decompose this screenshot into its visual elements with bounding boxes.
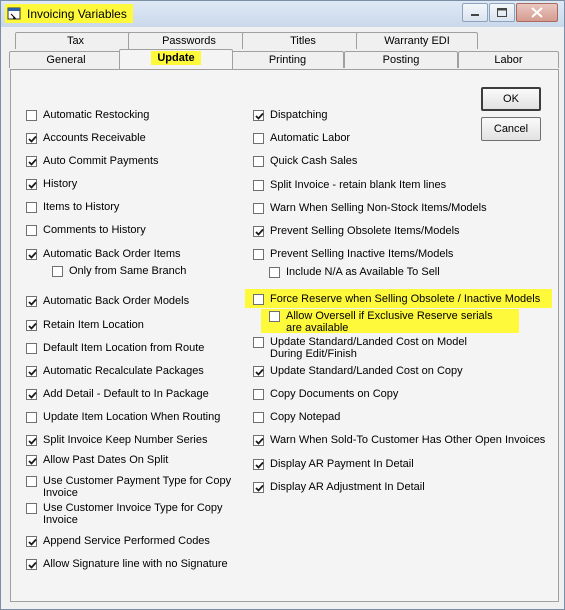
checkmark-icon <box>254 227 265 238</box>
tab-label: Posting <box>382 54 420 66</box>
checkbox[interactable] <box>253 482 264 493</box>
option-label: Auto Commit Payments <box>43 155 159 167</box>
tab-label: Passwords <box>162 35 216 47</box>
checkmark-icon <box>254 367 265 378</box>
option-automatic-labor[interactable] <box>253 132 350 144</box>
option-copy-documents-on-copy[interactable] <box>253 388 398 400</box>
option-display-ar-adjustment-in-detail[interactable] <box>253 481 425 493</box>
tab-general[interactable] <box>9 51 123 68</box>
option-use-customer-invoice-type-for-copy-invoice[interactable] <box>26 502 233 526</box>
option-update-item-location-when-routing[interactable] <box>26 411 220 423</box>
option-label: Copy Notepad <box>270 411 341 423</box>
option-split-invoice-retain-blank-item-lines[interactable] <box>253 179 446 191</box>
window-title: Invoicing Variables <box>27 6 127 21</box>
option-label: Dispatching <box>270 109 328 121</box>
app-icon <box>7 7 21 20</box>
option-label: Split Invoice - retain blank Item lines <box>270 179 447 191</box>
tab-label: Printing <box>268 54 307 66</box>
tab-passwords[interactable] <box>128 32 250 49</box>
checkbox[interactable] <box>26 156 37 167</box>
minimize-icon <box>463 4 487 21</box>
checkbox[interactable] <box>26 110 37 121</box>
option-prevent-selling-obsolete-items-models[interactable] <box>253 225 460 237</box>
checkbox[interactable] <box>26 202 37 213</box>
option-label: Include N/A as Available To Sell <box>286 266 440 278</box>
option-label: Display AR Adjustment In Detail <box>270 481 425 493</box>
checkbox[interactable] <box>26 435 37 446</box>
tab-warranty-edi[interactable] <box>356 32 478 49</box>
checkbox[interactable] <box>253 249 264 260</box>
checkmark-icon <box>27 321 38 332</box>
option-label: Only from Same Branch <box>69 265 187 277</box>
checkbox[interactable] <box>26 559 37 570</box>
option-default-item-location-from-route[interactable] <box>26 342 204 354</box>
option-warn-when-sold-to-customer-has-other-open-invoices[interactable] <box>253 434 545 446</box>
option-label: Default Item Location from Route <box>43 342 205 354</box>
option-label: Prevent Selling Inactive Items/Models <box>270 248 454 260</box>
option-auto-commit-payments[interactable] <box>26 155 159 167</box>
option-warn-when-selling-non-stock-items-models[interactable] <box>253 202 487 214</box>
tab-label: Warranty EDI <box>384 35 450 47</box>
option-automatic-restocking[interactable] <box>26 109 149 121</box>
checkbox[interactable] <box>253 203 264 214</box>
option-prevent-selling-inactive-items-models[interactable] <box>253 248 453 260</box>
checkmark-icon <box>27 456 38 467</box>
option-dispatching[interactable] <box>253 109 327 121</box>
cancel-button[interactable] <box>481 117 541 141</box>
tab-titles[interactable] <box>242 32 364 49</box>
checkbox[interactable] <box>26 179 37 190</box>
checkbox[interactable] <box>253 389 264 400</box>
option-comments-to-history[interactable] <box>26 224 146 236</box>
checkbox[interactable] <box>253 180 264 191</box>
checkmark-icon <box>27 367 38 378</box>
checkbox[interactable] <box>253 110 264 121</box>
checkbox[interactable] <box>26 536 37 547</box>
checkmark-icon <box>254 436 265 447</box>
option-include-n-a-as-available-to-sell[interactable] <box>269 266 440 278</box>
checkbox[interactable] <box>253 337 264 348</box>
option-label: Automatic Labor <box>270 132 351 144</box>
option-label: Append Service Performed Codes <box>43 535 210 547</box>
ok-label: OK <box>503 93 519 105</box>
option-only-from-same-branch[interactable] <box>52 265 186 277</box>
option-automatic-back-order-models[interactable] <box>26 295 189 307</box>
close-button[interactable] <box>516 3 558 22</box>
window-controls <box>461 3 558 22</box>
tab-label: Labor <box>494 54 523 66</box>
option-label: Accounts Receivable <box>43 132 146 144</box>
option-label: Add Detail - Default to In Package <box>43 388 209 400</box>
option-copy-notepad[interactable] <box>253 411 340 423</box>
option-split-invoice-keep-number-series[interactable] <box>26 434 207 446</box>
option-history[interactable] <box>26 178 77 190</box>
option-label: Automatic Recalculate Packages <box>43 365 204 377</box>
option-label: Comments to History <box>43 224 146 236</box>
option-label: Display AR Payment In Detail <box>270 458 414 470</box>
checkbox[interactable] <box>26 343 37 354</box>
tab-label: General <box>46 54 86 66</box>
option-quick-cash-sales[interactable] <box>253 155 357 167</box>
checkbox[interactable] <box>26 412 37 423</box>
checkbox[interactable] <box>26 503 37 514</box>
checkbox[interactable] <box>26 133 37 144</box>
checkbox[interactable] <box>253 412 264 423</box>
tab-update[interactable] <box>119 49 233 69</box>
option-label: Retain Item Location <box>43 319 144 331</box>
option-display-ar-payment-in-detail[interactable] <box>253 458 414 470</box>
option-accounts-receivable[interactable] <box>26 132 146 144</box>
checkmark-icon <box>27 250 38 261</box>
tab-label: Titles <box>290 35 316 47</box>
maximize-icon <box>490 4 514 21</box>
checkmark-icon <box>254 111 265 122</box>
tab-posting[interactable] <box>344 51 458 68</box>
checkmark-icon <box>27 436 38 447</box>
tab-tax[interactable] <box>15 32 136 49</box>
option-use-customer-payment-type-for-copy-invoice[interactable] <box>26 475 233 499</box>
checkbox[interactable] <box>26 296 37 307</box>
minimize-button[interactable] <box>462 3 488 22</box>
title-highlight <box>5 4 133 23</box>
checkmark-icon <box>27 157 38 168</box>
checkbox[interactable] <box>26 320 37 331</box>
checkbox[interactable] <box>269 311 280 322</box>
checkmark-icon <box>254 460 265 471</box>
checkmark-icon <box>27 297 38 308</box>
checkbox[interactable] <box>253 133 264 144</box>
maximize-button[interactable] <box>489 3 515 22</box>
option-update-standard-landed-cost-on-model-during-edit-finish[interactable] <box>253 336 490 360</box>
title-bar <box>1 1 564 27</box>
option-force-reserve-when-selling-obsolete-inactive-models[interactable] <box>253 293 540 305</box>
option-label: Automatic Back Order Items <box>43 248 181 260</box>
tab-label: Update <box>151 51 200 65</box>
option-automatic-recalculate-packages[interactable] <box>26 365 204 377</box>
checkbox[interactable] <box>253 226 264 237</box>
option-label: Use Customer Payment Type for Copy Invoice <box>43 475 232 499</box>
option-items-to-history[interactable] <box>26 201 119 213</box>
option-allow-oversell-if-exclusive-reserve-serials-are-available[interactable] <box>269 310 501 334</box>
option-label: Update Item Location When Routing <box>43 411 221 423</box>
option-label: Quick Cash Sales <box>270 155 358 167</box>
option-label: Use Customer Invoice Type for Copy Invoice <box>43 502 223 526</box>
option-label: Allow Past Dates On Split <box>43 454 169 466</box>
option-allow-past-dates-on-split[interactable] <box>26 454 168 466</box>
option-label: Items to History <box>43 201 120 213</box>
close-icon <box>517 4 557 21</box>
option-label: Allow Signature line with no Signature <box>43 558 228 570</box>
checkbox[interactable] <box>26 455 37 466</box>
option-label: Copy Documents on Copy <box>270 388 399 400</box>
option-label: Warn When Sold-To Customer Has Other Open Invoices <box>270 434 546 446</box>
checkbox[interactable] <box>253 459 264 470</box>
option-automatic-back-order-items[interactable] <box>26 248 181 260</box>
cancel-label: Cancel <box>493 123 529 135</box>
checkmark-icon <box>27 537 38 548</box>
option-label: Automatic Restocking <box>43 109 150 121</box>
tab-printing[interactable] <box>231 51 344 68</box>
option-label: Split Invoice Keep Number Series <box>43 434 208 446</box>
checkmark-icon <box>27 180 38 191</box>
checkbox[interactable] <box>253 294 264 305</box>
option-label: Update Standard/Landed Cost on Model During Edit/Finish <box>270 336 467 360</box>
ok-button[interactable] <box>481 87 541 111</box>
tab-label: Tax <box>66 35 85 47</box>
option-add-detail-default-to-in-package[interactable] <box>26 388 209 400</box>
checkmark-icon <box>27 134 38 145</box>
option-allow-signature-line-with-no-signature[interactable] <box>26 558 228 570</box>
checkbox[interactable] <box>26 366 37 377</box>
checkbox[interactable] <box>26 225 37 236</box>
option-retain-item-location[interactable] <box>26 319 144 331</box>
checkmark-icon <box>27 560 38 571</box>
checkbox[interactable] <box>26 476 37 487</box>
option-update-standard-landed-cost-on-copy[interactable] <box>253 365 463 377</box>
option-label: Prevent Selling Obsolete Items/Models <box>270 225 460 237</box>
option-append-service-performed-codes[interactable] <box>26 535 210 547</box>
option-label: Warn When Selling Non-Stock Items/Models <box>270 202 487 214</box>
option-label: History <box>43 178 78 190</box>
checkbox[interactable] <box>26 389 37 400</box>
option-label: Update Standard/Landed Cost on Copy <box>270 365 463 377</box>
checkbox[interactable] <box>26 249 37 260</box>
option-label: Allow Oversell if Exclusive Reserve serials are available <box>286 310 493 334</box>
checkbox[interactable] <box>253 156 264 167</box>
checkbox[interactable] <box>269 267 280 278</box>
checkbox[interactable] <box>52 266 63 277</box>
option-label: Automatic Back Order Models <box>43 295 190 307</box>
checkmark-icon <box>27 390 38 401</box>
checkbox[interactable] <box>253 435 264 446</box>
checkmark-icon <box>254 483 265 494</box>
checkbox[interactable] <box>253 366 264 377</box>
tab-labor[interactable] <box>458 51 559 68</box>
option-label: Force Reserve when Selling Obsolete / Inactive Models <box>270 293 541 305</box>
